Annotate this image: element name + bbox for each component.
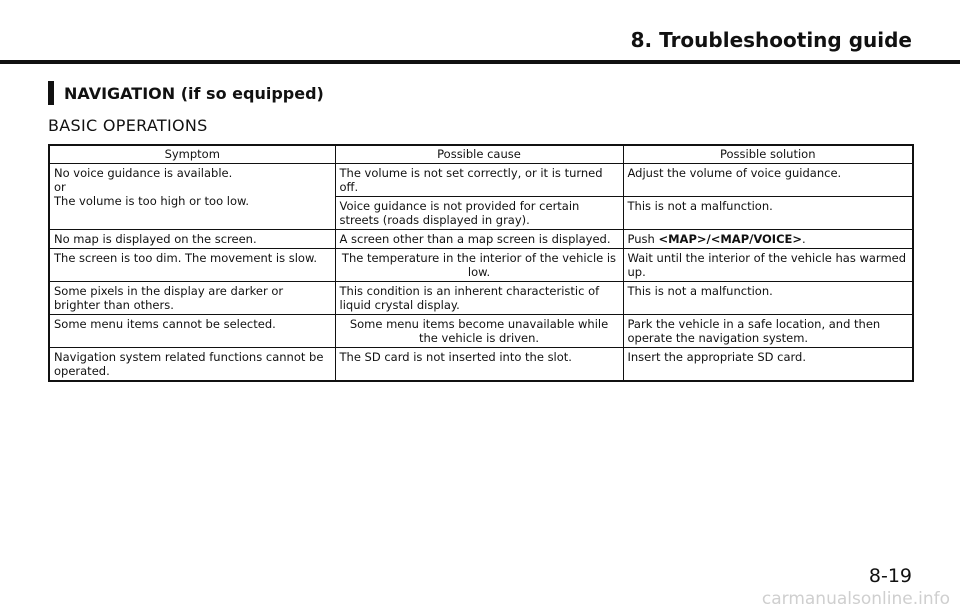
cause-cell: The temperature in the interior of the vehicle is low. bbox=[335, 249, 623, 282]
table-row bbox=[49, 249, 913, 282]
map-voice-button-reference: <MAP>/<MAP/VOICE> bbox=[658, 232, 803, 246]
table-header-row bbox=[49, 145, 913, 164]
cause-cell: This condition is an inherent characteristic of liquid crystal display. bbox=[335, 282, 623, 315]
chapter-title: 8. Troubleshooting guide bbox=[630, 28, 912, 52]
solution-cell: Insert the appropriate SD card. bbox=[623, 348, 913, 382]
symptom-cell: No map is displayed on the screen. bbox=[49, 230, 335, 249]
solution-text: . bbox=[802, 232, 806, 246]
table-row bbox=[49, 348, 913, 382]
table-row bbox=[49, 315, 913, 348]
column-header-solution: Possible solution bbox=[623, 145, 913, 164]
watermark: carmanualsonline.info bbox=[761, 589, 950, 609]
subsection-title: BASIC OPERATIONS bbox=[48, 116, 208, 135]
symptom-cell: The screen is too dim. The movement is slow. bbox=[49, 249, 335, 282]
column-header-cause: Possible cause bbox=[335, 145, 623, 164]
solution-cell bbox=[623, 230, 913, 249]
section-title: NAVIGATION (if so equipped) bbox=[64, 83, 324, 103]
symptom-cell bbox=[49, 164, 335, 230]
symptom-text: or bbox=[54, 180, 66, 194]
table-row bbox=[49, 164, 913, 197]
page-number: 8-19 bbox=[868, 565, 912, 587]
table-row bbox=[49, 230, 913, 249]
solution-cell: This is not a malfunction. bbox=[623, 197, 913, 230]
section-marker-bar bbox=[48, 81, 54, 105]
symptom-text: No voice guidance is available. bbox=[54, 166, 233, 180]
cause-cell: The volume is not set correctly, or it is turned off. bbox=[335, 164, 623, 197]
cause-cell: Voice guidance is not provided for certain streets (roads displayed in gray). bbox=[335, 197, 623, 230]
column-header-symptom: Symptom bbox=[49, 145, 335, 164]
cause-cell: Some menu items become unavailable while the vehicle is driven. bbox=[335, 315, 623, 348]
solution-cell: Wait until the interior of the vehicle has warmed up. bbox=[623, 249, 913, 282]
symptom-cell: Some menu items cannot be selected. bbox=[49, 315, 335, 348]
symptom-cell: Some pixels in the display are darker or brighter than others. bbox=[49, 282, 335, 315]
solution-cell: This is not a malfunction. bbox=[623, 282, 913, 315]
symptom-cell: Navigation system related functions cannot be operated. bbox=[49, 348, 335, 382]
solution-text: Push bbox=[627, 232, 659, 246]
solution-cell: Park the vehicle in a safe location, and then operate the navigation system. bbox=[623, 315, 913, 348]
cause-cell: A screen other than a map screen is displayed. bbox=[335, 230, 623, 249]
solution-cell: Adjust the volume of voice guidance. bbox=[623, 164, 913, 197]
symptom-text: The volume is too high or too low. bbox=[54, 194, 250, 208]
section-heading bbox=[48, 81, 324, 105]
troubleshooting-table bbox=[48, 144, 914, 382]
cause-cell: The SD card is not inserted into the slot. bbox=[335, 348, 623, 382]
table-row bbox=[49, 282, 913, 315]
header-rule bbox=[0, 60, 960, 64]
